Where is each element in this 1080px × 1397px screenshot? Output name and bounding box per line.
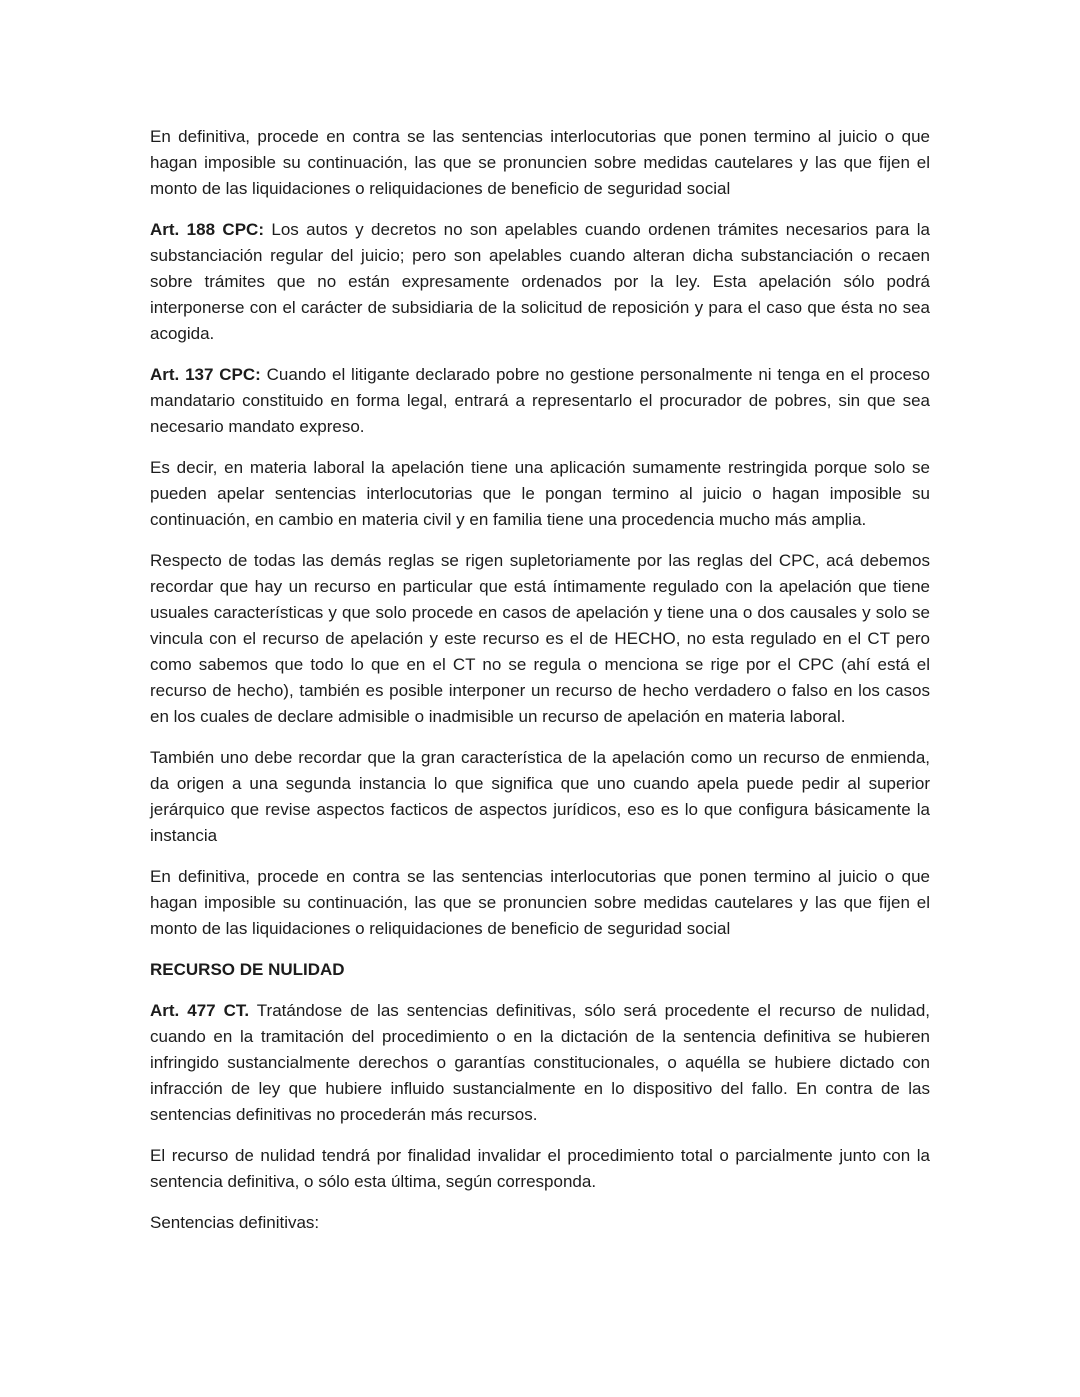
- paragraph: [150, 455, 930, 533]
- paragraph-text: El recurso de nulidad tendrá por finalidad invalidar el procedimiento total o parcialmente junto con la sentencia definitiva, o sólo esta última, según corresponda.: [150, 1146, 930, 1191]
- paragraph-text: Los autos y decretos no son apelables cuando ordenen trámites necesarios para la substanciación regular del juicio; pero son apelables cuando alteran dicha substanciación o recaen sobre trámites que no están expresamente ordenados por la ley. Esta apelación sólo podrá interponerse con el carácter de subsidiaria de la solicitud de reposición y para el caso que ésta no sea acogida.: [150, 220, 930, 343]
- paragraph: [150, 548, 930, 730]
- paragraph-text: Respecto de todas las demás reglas se rigen supletoriamente por las reglas del CPC, acá debemos recordar que hay un recurso en particular que está íntimamente regulado con la apelación que tiene usuales características y que solo procede en casos de apelación y tiene una o dos causales y solo se vincula con el recurso de apelación y este recurso es el de HECHO, no esta regulado en el CT pero como sabemos que todo lo que en el CT no se regula o menciona se rige por el CPC (ahí está el recurso de hecho), también es posible interponer un recurso de hecho verdadero o falso en los casos en los cuales de declare admisible o inadmisible un recurso de apelación en materia laboral.: [150, 551, 930, 726]
- paragraph: [150, 1143, 930, 1195]
- paragraph-lead: Art. 188 CPC:: [150, 220, 264, 239]
- paragraph-lead: Art. 477 CT.: [150, 1001, 250, 1020]
- paragraph-lead: Art. 137 CPC:: [150, 365, 261, 384]
- paragraph: [150, 1210, 930, 1236]
- section-heading-recurso-de-nulidad: RECURSO DE NULIDAD: [150, 960, 345, 979]
- paragraph-text: Sentencias definitivas:: [150, 1213, 320, 1232]
- paragraph-text: Es decir, en materia laboral la apelación tiene una aplicación sumamente restringida porque solo se pueden apelar sentencias interlocutorias que le pongan termino al juicio o hagan imposible su continuación, en cambio en materia civil y en familia tiene una procedencia mucho más amplia.: [150, 458, 930, 529]
- paragraph: [150, 864, 930, 942]
- paragraph: [150, 217, 930, 347]
- paragraph: [150, 998, 930, 1128]
- paragraph-text: En definitiva, procede en contra se las sentencias interlocutorias que ponen termino al juicio o que hagan imposible su continuación, las que se pronuncien sobre medidas cautelares y las que fijen el monto de las liquidaciones o reliquidaciones de beneficio de seguridad social: [150, 867, 930, 938]
- paragraph-text: También uno debe recordar que la gran característica de la apelación como un recurso de enmienda, da origen a una segunda instancia lo que significa que uno cuando apela puede pedir al superior jerárquico que revise aspectos facticos de aspectos jurídicos, eso es lo que configura básicamente la instancia: [150, 748, 930, 845]
- paragraph-text: Cuando el litigante declarado pobre no gestione personalmente ni tenga en el proceso mandatario constituido en forma legal, entrará a representarlo el procurador de pobres, sin que sea necesario mandato expreso.: [150, 365, 930, 436]
- paragraph: [150, 745, 930, 849]
- paragraph-text: En definitiva, procede en contra se las sentencias interlocutorias que ponen termino al juicio o que hagan imposible su continuación, las que se pronuncien sobre medidas cautelares y las que fijen el monto de las liquidaciones o reliquidaciones de beneficio de seguridad social: [150, 127, 930, 198]
- paragraph: [150, 362, 930, 440]
- paragraph: [150, 124, 930, 202]
- paragraph-text: Tratándose de las sentencias definitivas, sólo será procedente el recurso de nulidad, cuando en la tramitación del procedimiento o en la dictación de la sentencia definitiva se hubieren infringido sustancialmente derechos o garantías constitucionales, o aquélla se hubiere dictado con infracción de ley que hubiere influido sustancialmente en lo dispositivo del fallo. En contra de las sentencias definitivas no procederán más recursos.: [150, 1001, 930, 1124]
